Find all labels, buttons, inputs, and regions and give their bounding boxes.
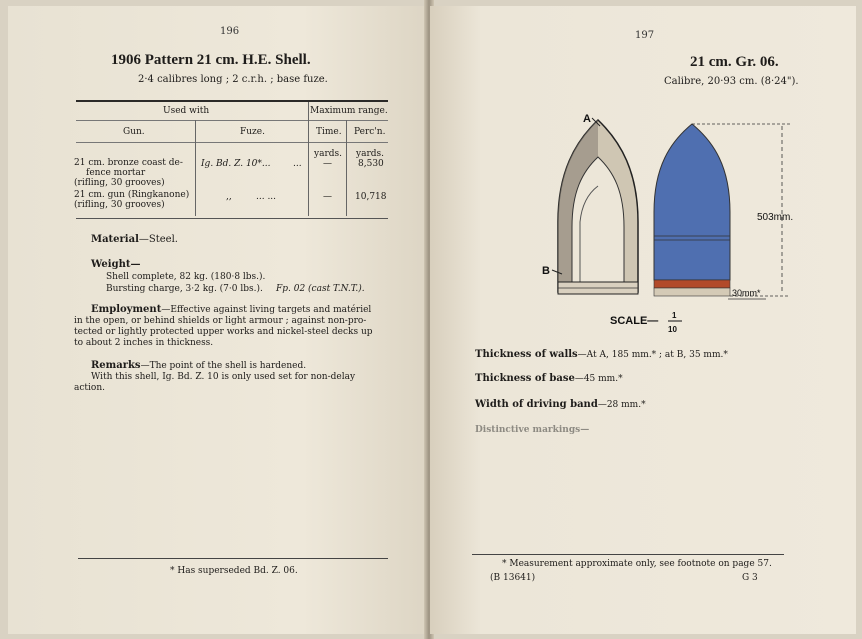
footnote-rule	[78, 558, 388, 559]
col-divider	[195, 120, 196, 216]
remarks-line: action.	[74, 383, 105, 393]
shell-exterior-drawing	[654, 124, 730, 296]
table-top-rule	[76, 100, 388, 102]
scale-denominator: 10	[668, 325, 677, 334]
walls-line: Thickness of walls—At A, 185 mm.* ; at B, 35 mm.*	[475, 349, 728, 360]
table-cell-gun: (rifling, 30 grooves)	[74, 200, 165, 210]
right-subtitle: Calibre, 20·93 cm. (8·24").	[664, 76, 799, 87]
table-cell-time: —	[323, 159, 332, 169]
table-cell-gun: fence mortar	[86, 168, 146, 178]
employment-line: tected or lightly protected upper works and nickel-steel decks up	[74, 327, 373, 337]
signature-mark: G 3	[742, 573, 758, 583]
left-subtitle: 2·4 calibres long ; 2 c.r.h. ; base fuze.	[138, 74, 328, 85]
left-page	[8, 6, 428, 634]
weight-line-fp: Fp. 02 (cast T.N.T.).	[276, 284, 365, 294]
table-cell-fuze-dots: ... ...	[256, 192, 277, 202]
markings-line: Distinctive markings—	[475, 425, 590, 435]
employment-line: in the open, or behind shields or light armour ; against non-pro-	[74, 316, 367, 326]
footnote-rule	[472, 554, 784, 555]
table-header-rule	[76, 142, 388, 143]
label-b: B	[542, 265, 550, 277]
page-number-left: 196	[220, 26, 240, 37]
right-footnote: * Measurement approximate only, see footnote on page 57.	[502, 559, 772, 569]
print-code: (B 13641)	[490, 573, 536, 583]
scale-label: SCALE—	[610, 315, 659, 327]
table-cell-perc: 8,530	[358, 159, 384, 169]
header-max-range: Maximum range.	[310, 106, 388, 116]
band-width-line: Width of driving band—28 mm.*	[475, 399, 646, 410]
label-a: A	[583, 113, 591, 125]
col-time: Time.	[316, 127, 342, 137]
table-cell-gun: 21 cm. gun (Ringkanone)	[74, 190, 190, 200]
col-divider	[308, 102, 309, 216]
col-percn: Perc'n.	[354, 127, 386, 137]
left-title: 1906 Pattern 21 cm. H.E. Shell.	[111, 52, 311, 68]
table-cell-perc: 10,718	[355, 192, 387, 202]
shell-section-drawing	[558, 120, 638, 294]
length-label: 503mm.	[757, 212, 794, 223]
table-cell-time: —	[323, 192, 332, 202]
scale-numerator: 1	[672, 311, 677, 320]
remarks-line: Remarks—The point of the shell is hardened.	[91, 360, 307, 371]
col-fuze: Fuze.	[240, 127, 265, 137]
remarks-line: With this shell, Ig. Bd. Z. 10 is only used set for non-delay	[91, 372, 356, 382]
shell-diagram	[520, 102, 840, 338]
table-cell-gun: 21 cm. bronze coast de-	[74, 158, 183, 168]
table-bottom-rule	[76, 218, 388, 219]
weight-line: Shell complete, 82 kg. (180·8 lbs.).	[106, 272, 266, 282]
header-used-with: Used with	[163, 106, 210, 116]
col-divider	[346, 120, 347, 216]
weight-label: Weight—	[91, 259, 141, 270]
table-mid-rule	[76, 120, 388, 121]
table-cell-gun: (rifling, 30 grooves)	[74, 178, 165, 188]
base-line: Thickness of base—45 mm.*	[475, 373, 623, 384]
band-label: 30mm*	[732, 288, 761, 298]
employment-line: Employment—Effective against living targets and matériel	[91, 304, 372, 315]
right-page	[430, 6, 856, 634]
col-gun: Gun.	[123, 127, 145, 137]
right-title: 21 cm. Gr. 06.	[690, 54, 779, 70]
employment-line: to about 2 inches in thickness.	[74, 338, 214, 348]
material-line: Material—Steel.	[91, 234, 178, 245]
unit-yards: yards.	[314, 149, 342, 159]
table-cell-fuze: Ig. Bd. Z. 10*...	[201, 159, 271, 169]
weight-line: Bursting charge, 3·2 kg. (7·0 lbs.).	[106, 284, 263, 294]
unit-yards: yards.	[356, 149, 384, 159]
page-number-right: 197	[635, 30, 655, 41]
left-footnote: * Has superseded Bd. Z. 06.	[170, 566, 298, 576]
table-cell-fuze: ,,	[226, 192, 232, 202]
table-cell-fuze-dots: ...	[293, 159, 302, 169]
